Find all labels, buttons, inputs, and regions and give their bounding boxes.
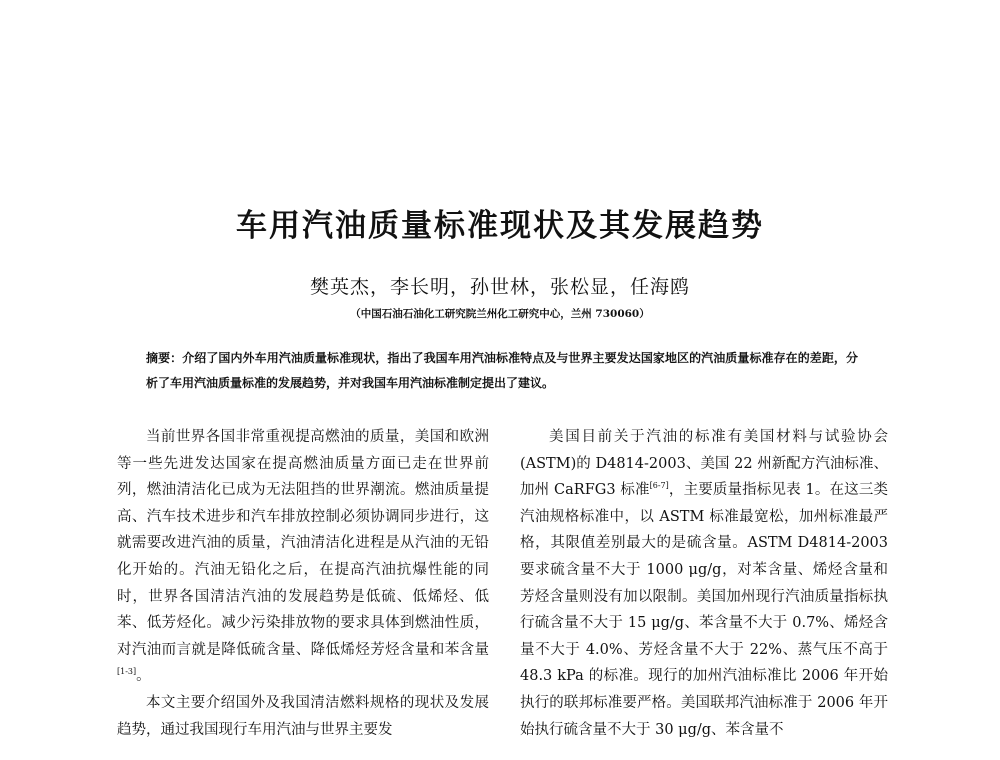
paper-title: 车用汽油质量标准现状及其发展趋势: [236, 208, 764, 244]
left-paragraph-1-text: 当前世界各国非常重视提高燃油的质量，美国和欧洲等一些先进发达国家在提高燃油质量方面已走在世界前列，燃油清洁化已成为无法阻挡的世界潮流。燃油质量提高、汽车技术进步和汽车排放控制必须协调同步进行，这就需要改进汽油的质量，汽油清洁化进程是从汽油的无铅化开始的。汽油无铅化之后，在提高汽油抗爆性能的同时，世界各国清洁汽油的发展趋势是低硫、低烯烃、低苯、低芳烃化。减少污染排放物的要求具体到燃油性质，对汽油而言就是降低硫含量、降低烯烃芳烃含量和苯含量: [117, 429, 489, 658]
affiliation: （中国石油石油化工研究院兰州化工研究中心，兰州 730060）: [350, 308, 650, 320]
left-paragraph-1: [117, 424, 489, 690]
citation-ref: [6-7]: [649, 481, 669, 491]
right-paragraph-1: [520, 424, 888, 743]
abstract-text: 介绍了国内外车用汽油质量标准现状，指出了我国车用汽油标准特点及与世界主要发达国家地区的汽油质量标准存在的差距，分析了车用汽油质量标准的发展趋势，并对我国车用汽油标准制定提出了建议。: [146, 351, 858, 390]
left-paragraph-2: 本文主要介绍国外及我国清洁燃料规格的现状及发展趋势，通过我国现行车用汽油与世界主要发: [117, 694, 489, 738]
citation-ref: [1-3]: [117, 667, 137, 677]
author-list: 樊英杰，李长明，孙世林，张松显，任海鸥: [309, 276, 690, 298]
right-paragraph-1-text-b: ，主要质量指标见表 1。在这三类汽油规格标准中，以 ASTM 标准最宽松，加州标准最严格，其限值差别最大的是硫含量。ASTM D4814-2003 要求硫含量不大于 1000 μg/g，对苯含量、烯烃含量和芳烃含量则没有加以限制。美国加州现行汽油质量指标执行硫含量不大于 15 μg/g、苯含量不大于 0.7%、烯烃含量不大于 4.0%、芳烃含量不大于 22%、蒸气压不高于 48.3 kPa 的标准。现行的加州汽油标准比 2006 年开始执行的联邦标准要严格。美国联邦汽油标准于 2006 年开始执行硫含量不大于 30 μg/g、苯含量不: [520, 482, 888, 738]
right-column: [520, 424, 888, 743]
abstract-label: 摘要：: [146, 351, 183, 365]
left-paragraph-1-end: 。: [136, 668, 151, 685]
abstract: [146, 346, 858, 396]
right-paragraph-1-text-a: 美国目前关于汽油的标准有美国材料与试验协会(ASTM)的 D4814-2003、美国 22 州新配方汽油标准、加州 CaRFG3 标准: [520, 429, 888, 499]
left-column: [117, 424, 489, 743]
